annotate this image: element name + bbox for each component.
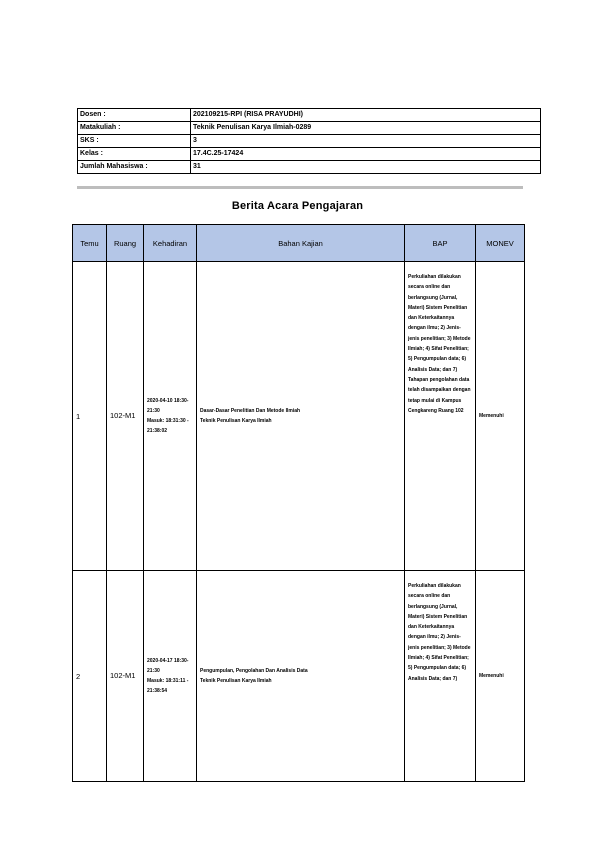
info-row-kelas [78, 148, 541, 161]
cell-ruang: 102-M1 [107, 262, 144, 571]
kelas-label: Kelas : [78, 148, 191, 161]
info-row-sks [78, 135, 541, 148]
section-divider [77, 186, 523, 189]
matakuliah-label: Matakuliah : [78, 122, 191, 135]
info-row-matakuliah [78, 122, 541, 135]
cell-bahan-kajian: Pengumpulan, Pengolahan Dan Analisis Data Teknik Penulisan Karya Ilmiah [197, 571, 405, 782]
jumlah-mahasiswa-label: Jumlah Mahasiswa : [78, 161, 191, 174]
cell-kehadiran: 2020-04-17 18:30-21:30 Masuk: 18:31:11 - 21:38:54 [144, 571, 197, 782]
cell-kehadiran: 2020-04-10 18:30-21:30 Masuk: 18:31:30 - 21:38:02 [144, 262, 197, 571]
cell-monev: Memenuhi [476, 571, 525, 782]
header-ruang: Ruang [107, 225, 144, 262]
cell-monev: Memenuhi [476, 262, 525, 571]
sks-label: SKS : [78, 135, 191, 148]
dosen-value: 202109215-RPI (RISA PRAYUDHI) [191, 109, 541, 122]
info-row-dosen [78, 109, 541, 122]
cell-ruang: 102-M1 [107, 571, 144, 782]
cell-temu: 1 [73, 262, 107, 571]
cell-temu: 2 [73, 571, 107, 782]
jumlah-mahasiswa-value: 31 [191, 161, 541, 174]
info-row-jumlah [78, 161, 541, 174]
header-monev: MONEV [476, 225, 525, 262]
cell-bahan-kajian: Dasar-Dasar Penelitian Dan Metode Ilmiah Teknik Penulisan Karya Ilmiah [197, 262, 405, 571]
matakuliah-value: Teknik Penulisan Karya Ilmiah-0289 [191, 122, 541, 135]
table-header-row [73, 225, 525, 262]
teaching-log-table [72, 224, 525, 782]
table-row [73, 571, 525, 782]
course-info-table [77, 108, 541, 174]
header-kehadiran: Kehadiran [144, 225, 197, 262]
kelas-value: 17.4C.25-17424 [191, 148, 541, 161]
header-temu: Temu [73, 225, 107, 262]
dosen-label: Dosen : [78, 109, 191, 122]
sks-value: 3 [191, 135, 541, 148]
cell-bap: Perkuliahan dilakukan secara online dan berlangsung (Jurnal, Materi) Sistem Penelitian dan Keterkaitannya dengan ilmu; 2) Jenis-jenis penelitian; 3) Metode Ilmiah; 4) Sifat Penelitian; 5) Pengumpulan data; 6) Analisis Data; dan 7) Tahapan pengolahan data telah disampaikan dengan tetap mulai di Kampus Cengkareng Ruang 102 [405, 262, 476, 571]
header-bap: BAP [405, 225, 476, 262]
cell-bap: Perkuliahan dilakukan secara online dan berlangsung (Jurnal, Materi) Sistem Penelitian dan Keterkaitannya dengan ilmu; 2) Jenis-jenis penelitian; 3) Metode Ilmiah; 4) Sifat Penelitian; 5) Pengumpulan data; 6) Analisis Data; dan 7) [405, 571, 476, 782]
page-title: Berita Acara Pengajaran [231, 200, 364, 212]
header-bahan-kajian: Bahan Kajian [197, 225, 405, 262]
table-row [73, 262, 525, 571]
